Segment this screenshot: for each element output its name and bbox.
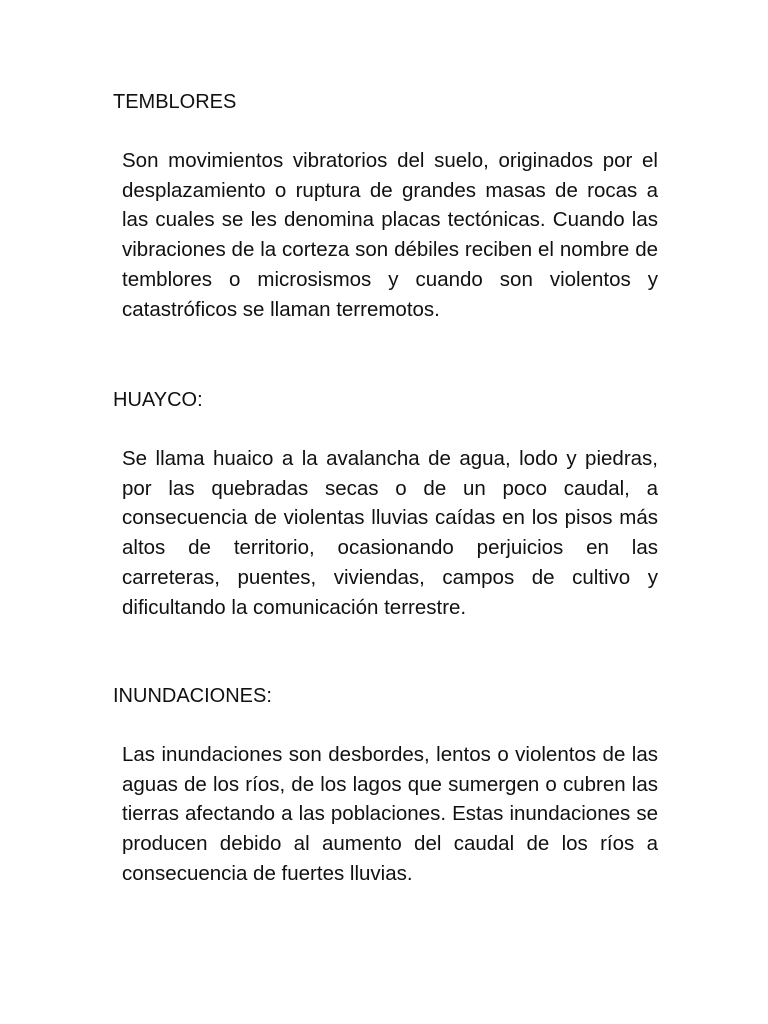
section-body-huayco: Se llama huaico a la avalancha de agua, lodo y piedras, por las quebradas secas o de un poco caudal, a consecuencia de violentas lluvias caídas en los pisos más altos de territorio, ocasionando perjuicios en las carreteras, puentes, viviendas, campos de cultivo y dificultando la comunicación terrestre. (122, 447, 658, 619)
section-body-temblores: Son movimientos vibratorios del suelo, originados por el desplazamiento o ruptura de grandes masas de rocas a las cuales se les denomina placas tectónicas. Cuando las vibraciones de la corteza son débiles reciben el nombre de temblores o microsismos y cuando son violentos y catastróficos se llaman terremotos. (122, 149, 658, 321)
section-heading-inundaciones: INUNDACIONES: (113, 685, 272, 707)
section-heading-huayco: HUAYCO: (113, 389, 203, 411)
section-heading-temblores: TEMBLORES (113, 91, 237, 113)
section-body-inundaciones: Las inundaciones son desbordes, lentos o violentos de las aguas de los ríos, de los lagos que sumergen o cubren las tierras afectando a las poblaciones. Estas inundaciones se producen debido al aumento del caudal de los ríos a consecuencia de fuertes lluvias. (122, 743, 658, 885)
